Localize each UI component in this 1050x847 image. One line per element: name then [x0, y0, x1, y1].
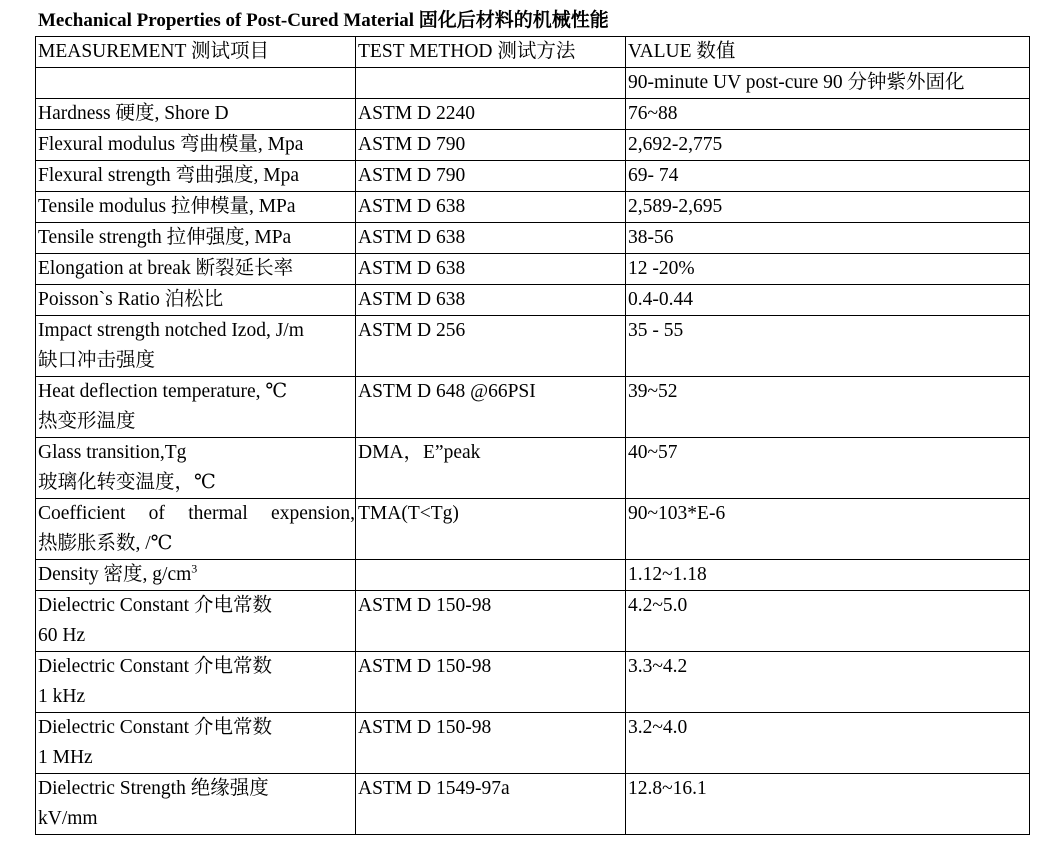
- table-row: [36, 774, 1030, 835]
- measurement-cell: [36, 285, 356, 316]
- measurement-label-frequency: 1 kHz: [38, 686, 86, 707]
- value-cell: 0.4-0.44: [626, 285, 1030, 316]
- table-row: [36, 316, 1030, 377]
- table-row: [36, 161, 1030, 192]
- header-row: [36, 37, 1030, 68]
- measurement-cell: [36, 316, 356, 377]
- header-test-method: TEST METHOD 测试方法: [356, 37, 626, 68]
- test-method-cell: ASTM D 638: [356, 254, 626, 285]
- measurement-label: Tensile strength 拉伸强度, MPa: [38, 227, 292, 248]
- value-cell: 38-56: [626, 223, 1030, 254]
- measurement-label-cn: 热膨胀系数, /℃: [38, 533, 173, 554]
- test-method-cell: ASTM D 150-98: [356, 591, 626, 652]
- value-cell: 39~52: [626, 377, 1030, 438]
- measurement-label: Hardness 硬度, Shore D: [38, 103, 229, 124]
- test-method-cell: ASTM D 1549-97a: [356, 774, 626, 835]
- measurement-label: Tensile modulus 拉伸模量, MPa: [38, 196, 296, 217]
- measurement-label: Poisson`s Ratio 泊松比: [38, 289, 224, 310]
- test-method-cell: ASTM D 638: [356, 192, 626, 223]
- value-cell: 76~88: [626, 99, 1030, 130]
- measurement-cell: [36, 161, 356, 192]
- table-row: [36, 652, 1030, 713]
- subheader-value: 90-minute UV post-cure 90 分钟紫外固化: [626, 68, 1030, 99]
- value-cell: 40~57: [626, 438, 1030, 499]
- value-cell: 3.3~4.2: [626, 652, 1030, 713]
- measurement-label: Impact strength notched Izod, J/m: [38, 320, 304, 341]
- measurement-cell: [36, 499, 356, 560]
- measurement-cell: [36, 254, 356, 285]
- table-row: [36, 254, 1030, 285]
- test-method-cell: [356, 560, 626, 591]
- measurement-cell: [36, 223, 356, 254]
- measurement-label: Dielectric Constant 介电常数: [38, 595, 272, 616]
- value-cell: 12 -20%: [626, 254, 1030, 285]
- measurement-label: Elongation at break 断裂延长率: [38, 258, 294, 279]
- document-title: Mechanical Properties of Post-Cured Material 固化后材料的机械性能: [38, 10, 609, 31]
- test-method-cell: TMA(T<Tg): [356, 499, 626, 560]
- measurement-cell: [36, 774, 356, 835]
- value-cell: 69- 74: [626, 161, 1030, 192]
- measurement-label: Dielectric Constant 介电常数: [38, 656, 272, 677]
- measurement-label-cn: 缺口冲击强度: [38, 350, 156, 371]
- test-method-cell: ASTM D 648 @66PSI: [356, 377, 626, 438]
- measurement-label: Dielectric Constant 介电常数: [38, 717, 272, 738]
- value-cell: 12.8~16.1: [626, 774, 1030, 835]
- measurement-label-frequency: 1 MHz: [38, 747, 93, 768]
- test-method-cell: ASTM D 150-98: [356, 713, 626, 774]
- table-row: [36, 499, 1030, 560]
- table-row: [36, 560, 1030, 591]
- measurement-cell: [36, 99, 356, 130]
- test-method-cell: ASTM D 256: [356, 316, 626, 377]
- measurement-cell: [36, 591, 356, 652]
- table-row: [36, 285, 1030, 316]
- table-row: [36, 130, 1030, 161]
- properties-table: [35, 36, 1030, 835]
- test-method-cell: ASTM D 790: [356, 130, 626, 161]
- value-cell: 2,589-2,695: [626, 192, 1030, 223]
- measurement-label-unit: kV/mm: [38, 808, 98, 829]
- header-measurement: MEASUREMENT 测试项目: [36, 37, 356, 68]
- measurement-label: Glass transition,Tg: [38, 442, 187, 463]
- measurement-cell: [36, 713, 356, 774]
- measurement-label: Flexural strength 弯曲强度, Mpa: [38, 165, 300, 186]
- table-row: [36, 438, 1030, 499]
- subheader-empty-1: [36, 68, 356, 99]
- table-row: [36, 377, 1030, 438]
- test-method-cell: ASTM D 638: [356, 285, 626, 316]
- value-cell: 4.2~5.0: [626, 591, 1030, 652]
- table-row: [36, 223, 1030, 254]
- measurement-label: Dielectric Strength 绝缘强度: [38, 778, 269, 799]
- table-row: [36, 99, 1030, 130]
- subheader-empty-2: [356, 68, 626, 99]
- measurement-label-cn: 热变形温度: [38, 411, 136, 432]
- measurement-label: [38, 560, 355, 590]
- measurement-label: Coefficient of thermal expension,: [38, 503, 355, 524]
- value-cell: 35 - 55: [626, 316, 1030, 377]
- value-cell: 2,692-2,775: [626, 130, 1030, 161]
- measurement-cell: [36, 560, 356, 591]
- measurement-label: Heat deflection temperature, ℃: [38, 381, 288, 402]
- test-method-cell: ASTM D 2240: [356, 99, 626, 130]
- measurement-label: Flexural modulus 弯曲模量, Mpa: [38, 134, 304, 155]
- measurement-cell: [36, 130, 356, 161]
- measurement-cell: [36, 438, 356, 499]
- value-cell: 1.12~1.18: [626, 560, 1030, 591]
- test-method-cell: ASTM D 790: [356, 161, 626, 192]
- table-row: [36, 192, 1030, 223]
- measurement-cell: [36, 652, 356, 713]
- density-label-text: Density 密度, g/cm: [38, 564, 192, 585]
- value-cell: 90~103*E-6: [626, 499, 1030, 560]
- table-row: [36, 713, 1030, 774]
- test-method-cell: DMA，E”peak: [356, 438, 626, 499]
- measurement-cell: [36, 192, 356, 223]
- header-value: VALUE 数值: [626, 37, 1030, 68]
- test-method-cell: ASTM D 150-98: [356, 652, 626, 713]
- table-row: [36, 591, 1030, 652]
- test-method-cell: ASTM D 638: [356, 223, 626, 254]
- measurement-label-frequency: 60 Hz: [38, 625, 86, 646]
- density-superscript: 3: [191, 561, 198, 576]
- subheader-row: [36, 68, 1030, 99]
- measurement-label-cn: 玻璃化转变温度，℃: [38, 472, 216, 493]
- measurement-cell: [36, 377, 356, 438]
- value-cell: 3.2~4.0: [626, 713, 1030, 774]
